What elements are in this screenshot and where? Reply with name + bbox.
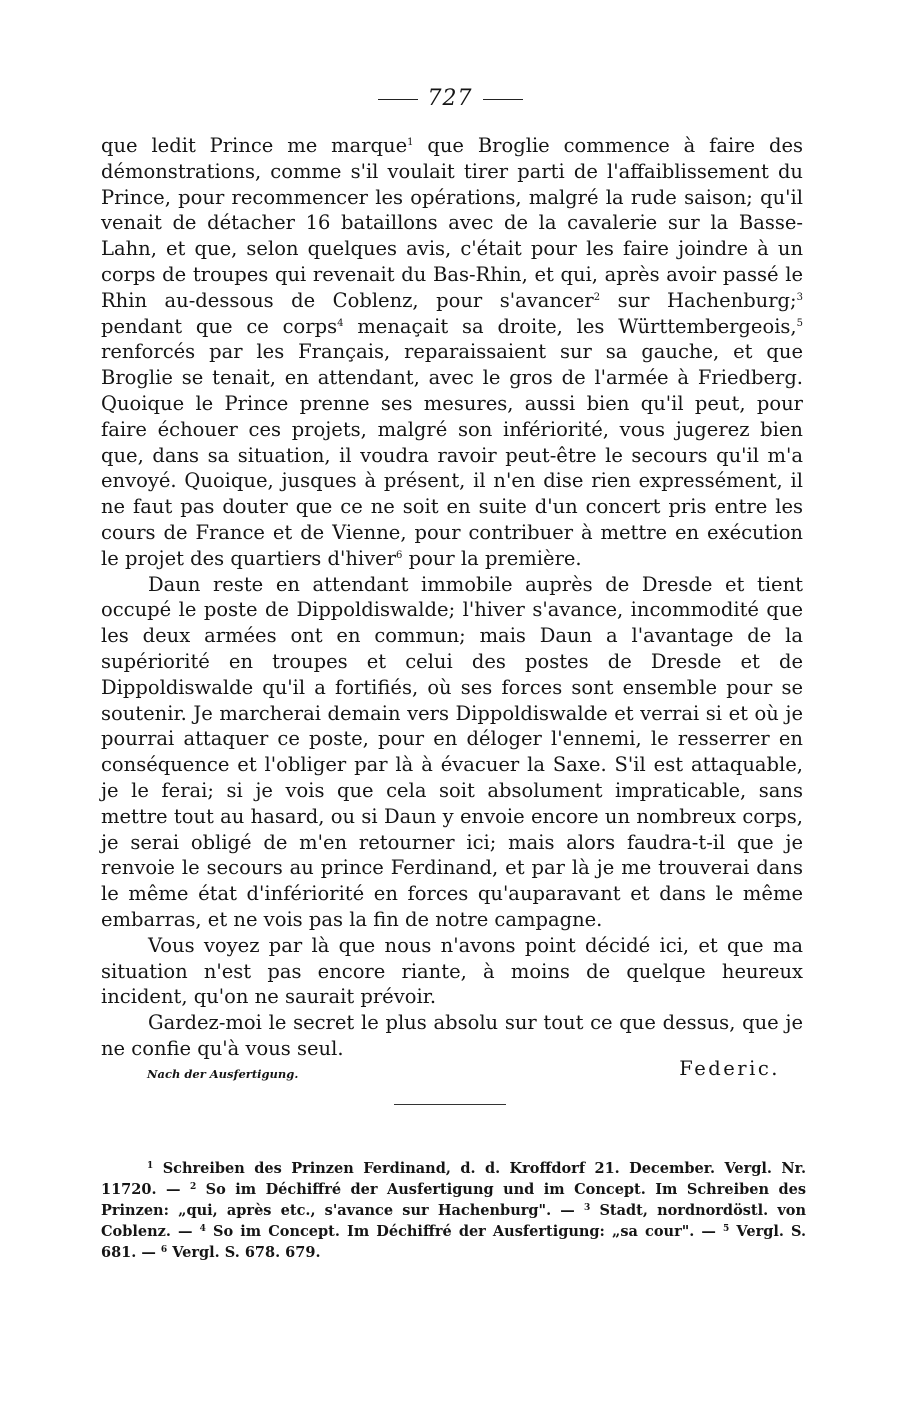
footnote-ref-4: 4 bbox=[337, 317, 344, 329]
footnote-number-5: 5 bbox=[723, 1224, 730, 1234]
footnote-6-text: Vergl. S. 678. 679. bbox=[167, 1244, 321, 1261]
paragraph-1-text: pour la première. bbox=[402, 546, 582, 570]
paragraph-1-text: renforcés par les Français, reparaissaient sur sa gauche, et que Broglie se tenait, en attendant, avec le gros de l'armée à Friedberg. Quoique le Prince prenne ses mesures, aussi bien qu'il peut, pour faire échouer ces projets, malgré son infériorité, vous jugerez bien que, dans sa situation, il voudra ravoir peut-être le secours qu'il m'a envoyé. Quoique, jusques à présent, il n'en dise rien expressément, il ne faut pas douter que ce ne soit en suite d'un concert pris entre les cours de France et de Vienne, pour contribuer à mettre en exécution le projet des quartiers d'hiver bbox=[101, 340, 803, 570]
footnote-ref-6: 6 bbox=[396, 549, 403, 561]
footnote-5-text: Vergl. S. 681. — bbox=[101, 1223, 807, 1261]
paragraph-1 bbox=[101, 133, 803, 572]
page-header bbox=[0, 86, 900, 111]
footnote-3-text: Stadt, nordnordöstl. von Coblenz. — bbox=[101, 1202, 806, 1240]
footnote-ref-2: 2 bbox=[593, 291, 601, 303]
paragraph-2: Daun reste en attendant immobile auprès de Dresde et tient occupé le poste de Dippoldiswalde; l'hiver s'avance, incommodité que les deux armées ont en commun; mais Daun a l'avantage de la supériorité en troupes et celui des postes de Dresde et de Dippoldiswalde qu'il a fortifiés, où ses forces sont ensemble pour se soutenir. Je marcherai demain vers Dippoldiswalde et verrai si et où je pourrai attaquer ce poste, pour en déloger l'ennemi, le resserrer en conséquence et l'obliger par là à évacuer la Saxe. S'il est attaquable, je le ferai; si je vois que cela soit absolument impraticable, sans mettre tout au hasard, ou si Daun y envoie encore un nombreux corps, je serai obligé de m'en retourner ici; mais alors faudra-t-il que je renvoie le secours au prince Ferdinand, et par là je me trouverai dans le même état d'infériorité en forces qu'auparavant et dans le même embarras, et ne vois pas la fin de notre campagne. bbox=[101, 572, 803, 931]
footnote-number-3: 3 bbox=[584, 1203, 591, 1213]
footnote-ref-1: 1 bbox=[407, 137, 414, 148]
footnote-divider bbox=[394, 1104, 506, 1105]
paragraph-1-text: menaçait sa droite, les Württembergeois, bbox=[343, 314, 797, 338]
footnote-ref-3: 3 bbox=[796, 291, 803, 303]
footnote-number-1: 1 bbox=[147, 1161, 154, 1171]
signature-row bbox=[101, 1057, 803, 1083]
footnote-2-text: So im Déchiffré der Ausfertigung und im Concept. Im Schreiben des Prinzen: „qui, après etc., s'avance sur Hachenburg". — bbox=[101, 1181, 806, 1219]
paragraph-1-text: que ledit Prince me marque bbox=[101, 134, 408, 157]
header-dash-right bbox=[483, 99, 523, 100]
footnote-number-2: 2 bbox=[189, 1182, 197, 1192]
paragraph-3: Vous voyez par là que nous n'avons point décidé ici, et que ma situation n'est pas encore riante, à moins de quelque heureux incident, qu'on ne saurait prévoir. bbox=[101, 933, 803, 1009]
paragraph-1-text: pendant que ce corps bbox=[101, 314, 338, 338]
source-note: Nach der Ausfertigung. bbox=[147, 1067, 299, 1081]
signature: Federic. bbox=[679, 1057, 780, 1080]
footnotes bbox=[101, 1158, 806, 1263]
paragraph-1-text: que Broglie commence à faire des démonstrations, comme s'il voulait tirer parti de l'affaiblissement du Prince, pour recommencer les opérations, malgré la rude saison; qu'il venait de détacher 16 bataillons avec de la cavalerie sur la Basse-Lahn, et que, selon quelques avis, c'était pour les faire joindre à un corps de troupes qui revenait du Bas-Rhin, et qui, après avoir passé le Rhin au-dessous de Coblenz, pour s'avancer bbox=[101, 134, 803, 312]
footnote-number-4: 4 bbox=[199, 1224, 206, 1234]
footnote-ref-5: 5 bbox=[796, 317, 804, 329]
letter-body bbox=[101, 133, 803, 1062]
paragraph-4: Gardez-moi le secret le plus absolu sur tout ce que dessus, que je ne confie qu'à vous seul. bbox=[101, 1011, 803, 1060]
footnote-number-6: 6 bbox=[160, 1245, 168, 1255]
footnote-1-text: Schreiben des Prinzen Ferdinand, d. d. Kroffdorf 21. December. Vergl. Nr. 11720. — bbox=[101, 1160, 806, 1198]
paragraph-1-text: sur Hachenburg; bbox=[600, 288, 797, 312]
header-dash-left bbox=[378, 99, 418, 100]
page-number: 727 bbox=[427, 86, 473, 111]
footnote-4-text: So im Concept. Im Déchiffré der Ausfertigung: „sa cour". — bbox=[205, 1223, 724, 1240]
